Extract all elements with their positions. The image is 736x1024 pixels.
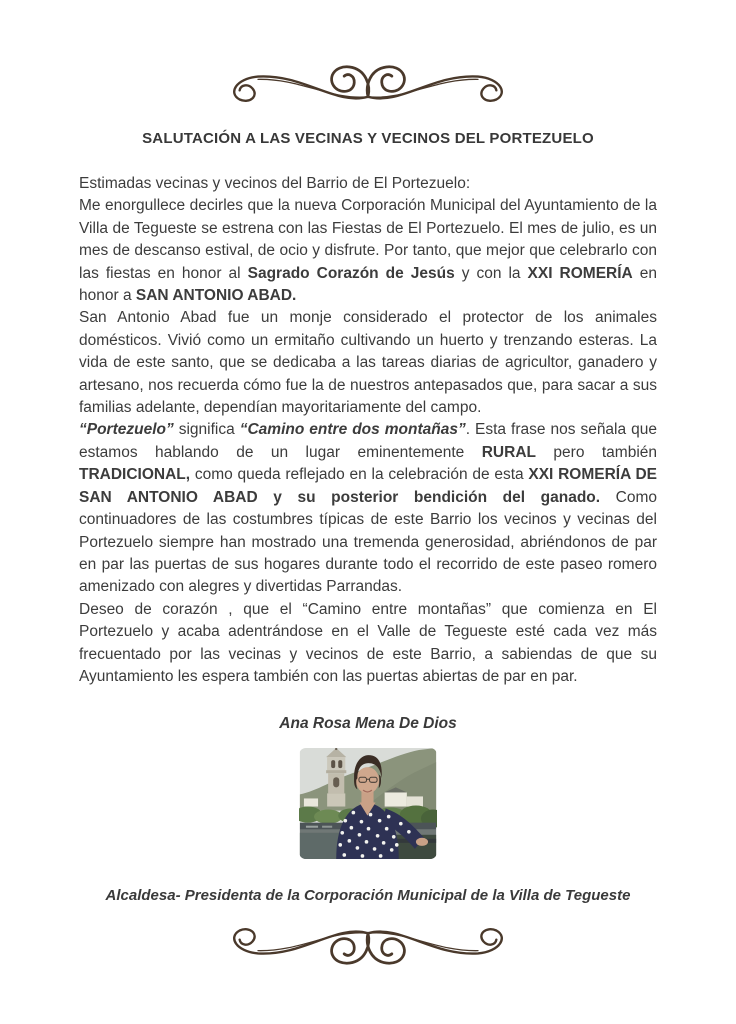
mayor-photo	[299, 748, 437, 859]
paragraph: “Portezuelo” significa “Camino entre dos montañas”. Esta frase nos señala que estamos hablando de un lugar eminentemente RURAL pero también TRADICIONAL, como queda reflejado en la celebración de esta XXI ROMERÍA DE SAN ANTONIO ABAD y su posterior bendición del ganado. Como continuadores de las costumbres típicas de este Barrio los vecinos y vecinas del Portezuelo siempre han mostrado una tremenda generosidad, abriéndonos de par en par las puertas de sus hogares durante todo el recorrido de este paseo romero amenizado con alegres y divertidas Parrandas.	[79, 421, 658, 596]
paragraph: Deseo de corazón , que el “Camino entre montañas” que comienza en El Portezuelo y acaba adentrándose en el Valle de Tegueste esté cada vez más frecuentado por las vecinas y vecinos de este Barrio, a sabiendas de que su Ayuntamiento les espera también con las puertas abiertas de par en par.	[79, 600, 657, 685]
flourish-top-ornament	[195, 50, 541, 116]
signature-name: Ana Rosa Mena De Dios	[279, 715, 457, 733]
signature-title: Alcaldesa- Presidenta de la Corporación Municipal de la Villa de Tegueste	[105, 887, 631, 905]
photo-container	[79, 748, 657, 859]
paragraph: Me enorgullece decirles que la nueva Corporación Municipal del Ayuntamiento de la Villa de Tegueste se estrena con las Fiestas de El Portezuelo. El mes de julio, es un mes de descanso estival, de ocio y disfrute. Por tanto, que mejor que celebrarlo con las fiestas en honor al Sagrado Corazón de Jesús y con la XXI ROMERÍA en honor a SAN ANTONIO ABAD.	[79, 197, 657, 305]
page-title: SALUTACIÓN A LAS VECINAS Y VECINOS DEL PORTEZUELO	[142, 130, 594, 147]
document-body	[79, 173, 657, 688]
flourish-bottom-ornament	[195, 914, 541, 980]
paragraph: San Antonio Abad fue un monje considerado el protector de los animales domésticos. Vivió como un ermitaño cultivando un huerto y trenzando esteras. La vida de este santo, que se dedicaba a las tareas diarias de agricultor, ganadero y artesano, nos recuerda cómo fue la de nuestros antepasados que, para sacar a sus familias adelante, dependían mayoritariamente del campo.	[79, 309, 657, 417]
paragraph: Estimadas vecinas y vecinos del Barrio de El Portezuelo:	[79, 175, 471, 192]
